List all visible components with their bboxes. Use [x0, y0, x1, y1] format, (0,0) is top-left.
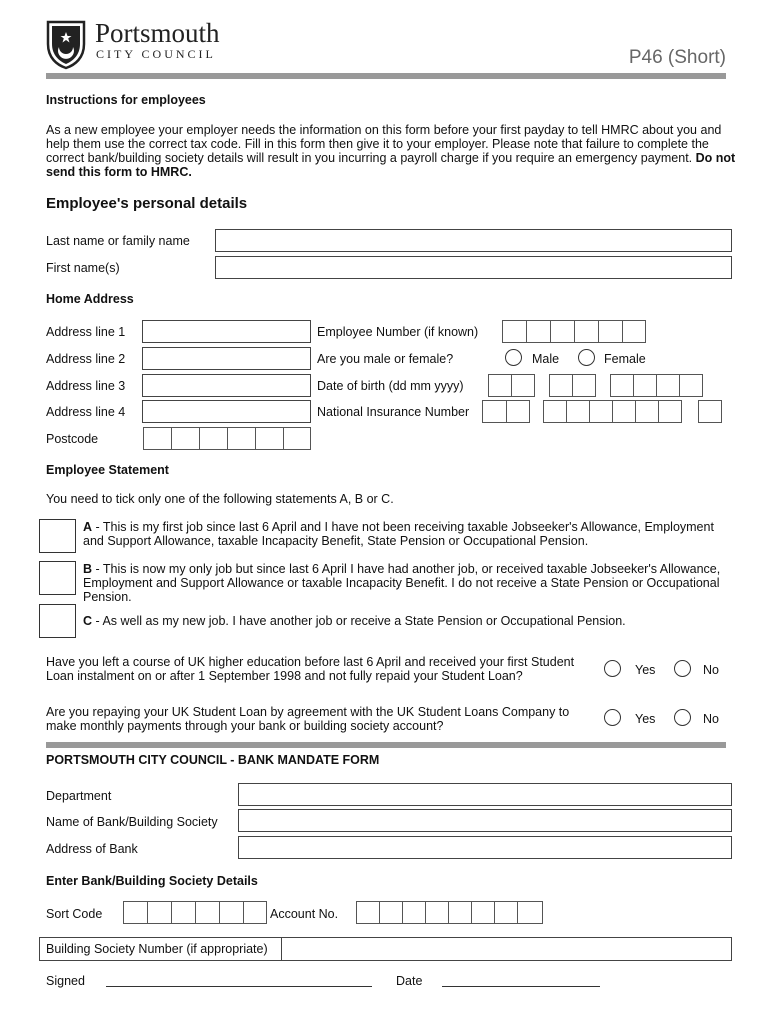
- statement-c-checkbox[interactable]: [39, 604, 76, 638]
- employee-number-cell[interactable]: [550, 320, 575, 343]
- postcode-cell[interactable]: [199, 427, 228, 450]
- employee-number-cell[interactable]: [598, 320, 623, 343]
- statement-b-body: - This is now my only job but since last 6 April I have had another job, or received taxable Jobseeker's Allowance, Employment and Support Allowance or taxable Incapacity Benefit. I do not receive a State Pension or Occupational Pension.: [83, 562, 721, 604]
- last-name-label: Last name or family name: [46, 234, 190, 248]
- address-line-3-field[interactable]: [142, 374, 311, 397]
- ni-cell[interactable]: [566, 400, 590, 423]
- address-line-4-field[interactable]: [142, 400, 311, 423]
- instructions-text: As a new employee your employer needs the information on this form before your first payday to tell HMRC about you and help them use the correct tax code. Fill in this form then give it to your employer. Please note that failure to complete the correct bank/building society details will result in you incurring a payroll charge if you require an emergency payment.: [46, 123, 722, 165]
- building-society-number-label: Building Society Number (if appropriate): [46, 942, 268, 956]
- male-label: Male: [532, 352, 560, 366]
- loan-q1-yes-label: Yes: [635, 663, 656, 677]
- student-loan-question-2: Are you repaying your UK Student Loan by agreement with the UK Student Loans Company to make monthly payments through your bank or building society account?: [46, 705, 570, 733]
- sort-code-field[interactable]: [123, 901, 267, 924]
- signature-line[interactable]: [106, 986, 372, 987]
- org-subname: CITY COUNCIL: [96, 47, 216, 61]
- dob-cell[interactable]: [511, 374, 535, 397]
- postcode-cell[interactable]: [255, 427, 284, 450]
- employee-number-cell[interactable]: [502, 320, 527, 343]
- address-line-1-label: Address line 1: [46, 325, 126, 339]
- loan-q2-no-label: No: [703, 712, 719, 726]
- account-no-cell[interactable]: [471, 901, 495, 924]
- sort-code-cell[interactable]: [243, 901, 267, 924]
- date-line[interactable]: [442, 986, 600, 987]
- account-no-label: Account No.: [270, 907, 339, 921]
- ni-cell[interactable]: [658, 400, 682, 423]
- bank-mandate-heading: PORTSMOUTH CITY COUNCIL - BANK MANDATE FORM: [46, 753, 380, 767]
- statement-b-letter: B: [83, 562, 93, 576]
- address-line-2-label: Address line 2: [46, 352, 126, 366]
- first-name-field[interactable]: [215, 256, 732, 279]
- ni-cell[interactable]: [635, 400, 659, 423]
- address-line-2-field[interactable]: [142, 347, 311, 370]
- loan-q2-yes-label: Yes: [635, 712, 656, 726]
- statement-c-text: [83, 614, 728, 628]
- account-no-cell[interactable]: [356, 901, 380, 924]
- department-field[interactable]: [238, 783, 732, 806]
- bank-address-label: Address of Bank: [46, 842, 138, 856]
- instructions-body: [46, 123, 736, 179]
- account-no-cell[interactable]: [448, 901, 472, 924]
- employee-number-cell[interactable]: [574, 320, 599, 343]
- dob-year-field[interactable]: [610, 374, 703, 397]
- loan-q1-no-label: No: [703, 663, 719, 677]
- account-no-cell[interactable]: [425, 901, 449, 924]
- statement-a-letter: A: [83, 520, 93, 534]
- header-rule: [46, 73, 726, 79]
- ni-cell[interactable]: [589, 400, 613, 423]
- male-radio[interactable]: [505, 349, 522, 366]
- postcode-cell[interactable]: [143, 427, 172, 450]
- last-name-field[interactable]: [215, 229, 732, 252]
- bank-name-field[interactable]: [238, 809, 732, 832]
- bank-section-rule: [46, 742, 726, 748]
- postcode-cell[interactable]: [227, 427, 256, 450]
- ni-label: National Insurance Number: [317, 405, 470, 419]
- loan-q2-no-radio[interactable]: [674, 709, 691, 726]
- employee-number-field[interactable]: [502, 320, 646, 343]
- loan-q1-no-radio[interactable]: [674, 660, 691, 677]
- sort-code-cell[interactable]: [147, 901, 172, 924]
- address-line-4-label: Address line 4: [46, 405, 126, 419]
- dob-cell[interactable]: [572, 374, 596, 397]
- ni-cell[interactable]: [482, 400, 507, 423]
- crest-icon: [45, 20, 87, 70]
- account-no-cell[interactable]: [402, 901, 426, 924]
- dob-cell[interactable]: [679, 374, 703, 397]
- signed-label: Signed: [46, 974, 85, 988]
- dob-cell[interactable]: [633, 374, 657, 397]
- loan-q2-yes-radio[interactable]: [604, 709, 621, 726]
- loan-q1-yes-radio[interactable]: [604, 660, 621, 677]
- ni-digits-field[interactable]: [543, 400, 682, 423]
- department-label: Department: [46, 789, 112, 803]
- dob-label: Date of birth (dd mm yyyy): [317, 379, 464, 393]
- org-name: Portsmouth: [95, 18, 220, 48]
- sort-code-cell[interactable]: [171, 901, 196, 924]
- dob-cell[interactable]: [488, 374, 512, 397]
- account-no-cell[interactable]: [494, 901, 518, 924]
- ni-cell[interactable]: [506, 400, 530, 423]
- instructions-warning: Do not send this form to HMRC.: [46, 151, 736, 179]
- statement-b-checkbox[interactable]: [39, 561, 76, 595]
- statement-a-text: [83, 520, 728, 548]
- first-name-label: First name(s): [46, 261, 120, 275]
- ni-cell[interactable]: [543, 400, 567, 423]
- council-logo: [45, 20, 87, 70]
- dob-month-field[interactable]: [549, 374, 596, 397]
- postcode-field[interactable]: [143, 427, 311, 450]
- female-label: Female: [604, 352, 646, 366]
- sort-code-label: Sort Code: [46, 907, 103, 921]
- statement-a-body: - This is my first job since last 6 April and I have not been receiving taxable Jobseeker's Allowance, Employment and Support Allowance, taxable Incapacity Benefit, State Pension or Occupational Pension.: [83, 520, 714, 548]
- gender-label: Are you male or female?: [317, 352, 454, 366]
- statement-c-body: - As well as my new job. I have another job or receive a State Pension or Occupational Pension.: [92, 614, 626, 628]
- address-line-1-field[interactable]: [142, 320, 311, 343]
- ni-suffix-field[interactable]: [698, 400, 722, 423]
- account-no-cell[interactable]: [517, 901, 543, 924]
- student-loan-question-1: Have you left a course of UK higher education before last 6 April and received your first Student Loan instalment on or after 1 September 1998 and not fully repaid your Student Loan?: [46, 655, 575, 683]
- statement-a-checkbox[interactable]: [39, 519, 76, 553]
- building-society-number-field[interactable]: [281, 937, 732, 961]
- employee-number-cell[interactable]: [622, 320, 646, 343]
- dob-cell[interactable]: [549, 374, 573, 397]
- account-no-field[interactable]: [356, 901, 543, 924]
- bank-address-field[interactable]: [238, 836, 732, 859]
- ni-prefix-field[interactable]: [482, 400, 530, 423]
- statement-heading: Employee Statement: [46, 463, 169, 477]
- statement-b-text: [83, 562, 728, 604]
- instructions-heading: Instructions for employees: [46, 93, 206, 107]
- sort-code-cell[interactable]: [195, 901, 220, 924]
- bank-name-label: Name of Bank/Building Society: [46, 815, 218, 829]
- account-no-cell[interactable]: [379, 901, 403, 924]
- statement-c-letter: C: [83, 614, 93, 628]
- home-address-heading: Home Address: [46, 292, 134, 306]
- employee-number-label: Employee Number (if known): [317, 325, 479, 339]
- postcode-cell[interactable]: [283, 427, 311, 450]
- postcode-label: Postcode: [46, 432, 99, 446]
- bank-details-heading: Enter Bank/Building Society Details: [46, 874, 258, 888]
- postcode-cell[interactable]: [171, 427, 200, 450]
- dob-cell[interactable]: [656, 374, 680, 397]
- date-label: Date: [396, 974, 423, 988]
- form-title: P46 (Short): [628, 47, 726, 68]
- ni-cell[interactable]: [612, 400, 636, 423]
- personal-details-heading: Employee's personal details: [46, 195, 248, 212]
- female-radio[interactable]: [578, 349, 595, 366]
- dob-cell[interactable]: [610, 374, 634, 397]
- employee-number-cell[interactable]: [526, 320, 551, 343]
- statement-intro: You need to tick only one of the following statements A, B or C.: [46, 492, 394, 506]
- sort-code-cell[interactable]: [219, 901, 244, 924]
- dob-day-field[interactable]: [488, 374, 535, 397]
- address-line-3-label: Address line 3: [46, 379, 126, 393]
- sort-code-cell[interactable]: [123, 901, 148, 924]
